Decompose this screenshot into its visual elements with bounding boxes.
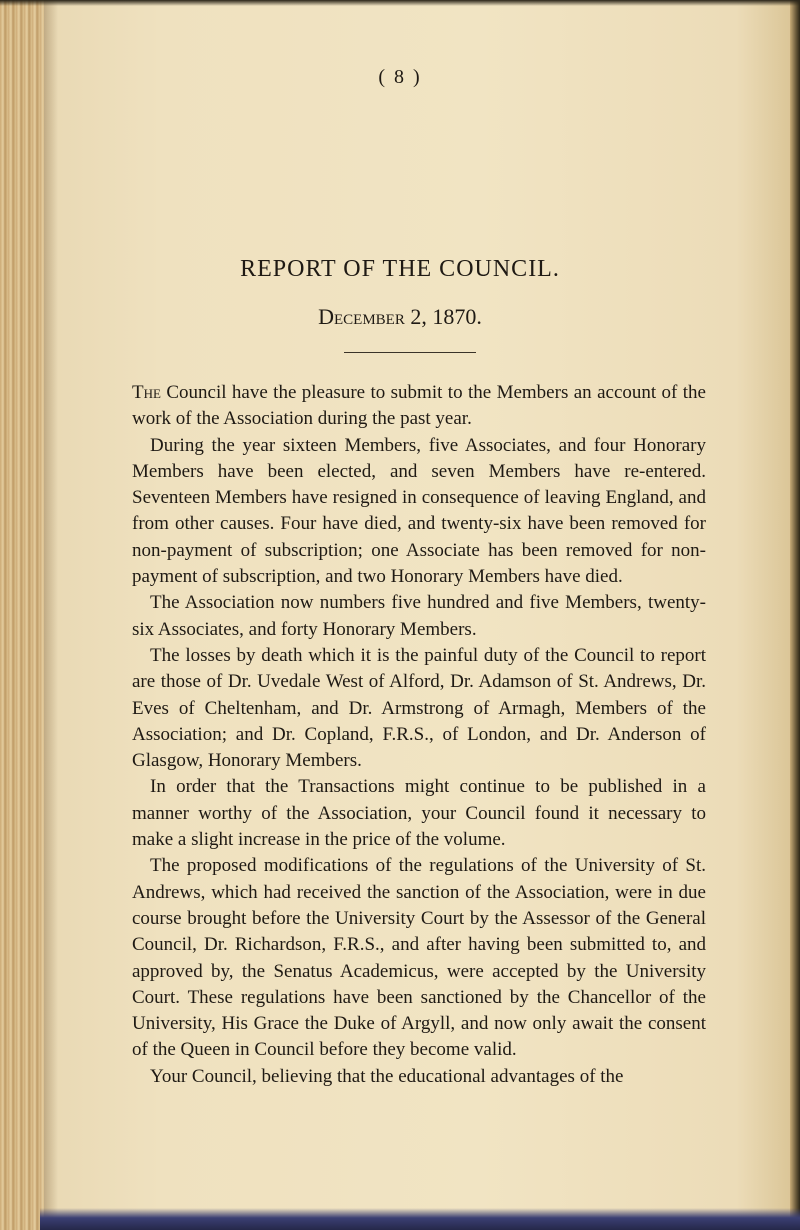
page-number: ( 8 ) [378,66,422,88]
report-title: REPORT OF THE COUNCIL. [240,256,560,282]
paragraph-lead: The [132,382,161,403]
paragraph-text: In order that the Transactions might continue to be published in a manner worthy of the Association, your Council found it necessary to make a slight increase in the price of the volume. [132,776,706,851]
paragraph-text: Council have the pleasure to submit to the Members an account of the work of the Association during the past year. [132,382,706,430]
paragraph-text: The proposed modifications of the regulations of the University of St. Andrews, which had received the sanction of the Association, were in due course brought before the University Court by the Assessor of the General Council, Dr. Richardson, F.R.S., and after having been submitted to, and approved by, the Senatus Academicus, were accepted by the University Court. These regulations have been sanctioned by the Chancellor of the University, His Grace the Duke of Argyll, and now only await the consent of the Queen in Council before they become valid. [132,855,706,1061]
paragraph-text: During the year sixteen Members, five Associates, and four Honorary Members have been elected, and seven Members have re-entered. Seventeen Members have resigned in consequence of leaving England, and from other causes. Four have died, and twenty-six have been removed for non-payment of subscription; one Associate has been removed for non-payment of subscription, and two Honorary Members have died. [132,434,706,588]
paragraph-text: The losses by death which it is the painful duty of the Council to report are those of Dr. Uvedale West of Alford, Dr. Adamson of St. Andrews, Dr. Eves of Cheltenham, and Dr. Armstrong of Armagh, Members of the Association; and Dr. Copland, F.R.S., of London, and Dr. Anderson of Glasgow, Honorary Members. [132,644,706,772]
paragraph [132,1064,706,1090]
paragraph [132,380,706,433]
title-divider [344,352,476,353]
paragraph [132,774,706,853]
paragraph-text: The Association now numbers five hundred and five Members, twenty-six Associates, and forty Honorary Members. [132,592,706,640]
paragraph [132,433,706,591]
paragraph-text: Your Council, believing that the educational advantages of the [150,1065,624,1087]
paragraph [132,853,706,1063]
report-date: December 2, 1870. [318,304,482,329]
report-body [132,380,706,1090]
paragraph [132,643,706,774]
paragraph [132,590,706,643]
